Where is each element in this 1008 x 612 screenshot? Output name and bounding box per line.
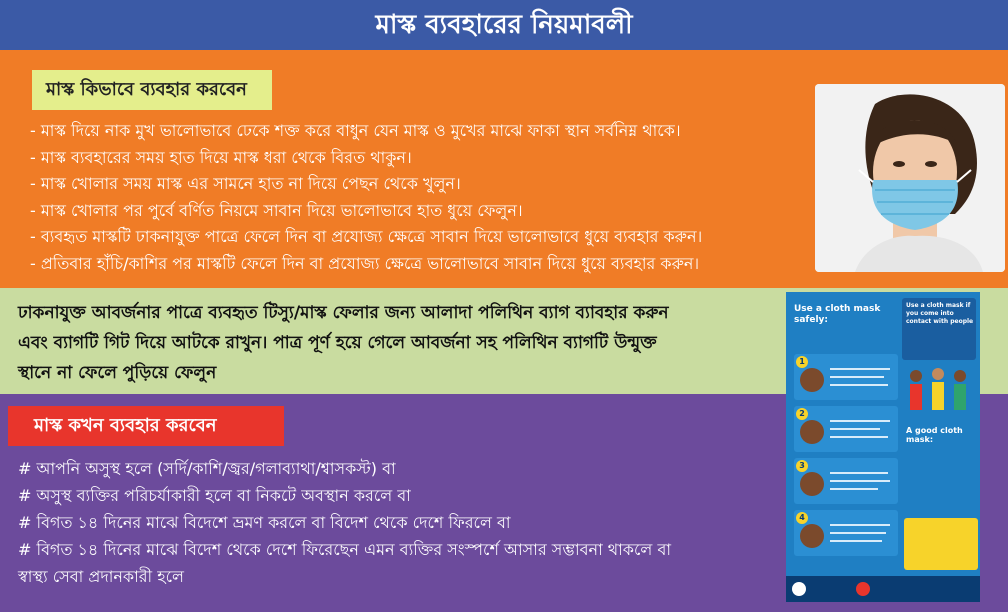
- poster-text-line: [830, 376, 884, 378]
- poster-step: [794, 406, 898, 452]
- how-to-use-label: মাস্ক কিভাবে ব্যবহার করবেন: [32, 70, 272, 110]
- person-icon: [800, 524, 824, 548]
- how-to-use-item: - মাস্ক ব্যবহারের সময় হাত দিয়ে মাস্ক ধরা থেকে বিরত থাকুন।: [30, 147, 412, 167]
- poster-contact-heading: Use a cloth mask if you come into contact with people: [906, 302, 974, 325]
- page-title: মাস্ক ব্যবহারের নিয়মাবলী: [375, 10, 633, 40]
- when-to-use-item: # আপনি অসুস্থ হলে (সর্দি/কাশি/জ্বর/গলাব্যাথা/শ্বাসকস্ট) বা: [18, 459, 396, 478]
- poster-text-line: [830, 436, 888, 438]
- how-to-use-item: - মাস্ক দিয়ে নাক মুখ ভালোভাবে ঢেকে শক্ত করে বাধুন যেন মাস্ক ও মুখের মাঝে ফাকা স্থান সর্বনিম্ন থাকে।: [30, 121, 681, 140]
- person-icon: [800, 472, 824, 496]
- how-to-use-item: - মাস্ক খোলার সময় মাস্ক এর সামনে হাত না দিয়ে পেছন থেকে খুলুন।: [30, 174, 461, 193]
- poster-step: [794, 354, 898, 400]
- when-to-use-list: [18, 455, 788, 590]
- poster-text-line: [830, 420, 890, 422]
- stop-sign-icon: [856, 582, 870, 596]
- person-icon: [800, 420, 824, 444]
- when-to-use-item: # অসুস্থ ব্যক্তির পরিচর্যাকারী হলে বা নিকটে অবস্থান করলে বা: [18, 486, 411, 505]
- disposal-line: এবং ব্যাগটি গিট দিয়ে আটকে রাখুন। পাত্র পূর্ণ হয়ে গেলে আবর্জনা সহ পলিথিন ব্যাগটি উন্মুক্ত: [18, 333, 657, 353]
- poster-text-line: [830, 368, 890, 370]
- poster-heading: Use a cloth mask safely:: [794, 304, 881, 325]
- when-to-use-item: # বিগত ১৪ দিনের মাঝে বিদেশ থেকে দেশে ফিরেছেন এমন ব্যক্তির সংস্পর্শে আসার সম্ভাবনা থাকলে বা: [18, 540, 671, 559]
- poster-step: [794, 510, 898, 556]
- people-group-icon: [902, 364, 976, 424]
- masked-woman-illustration: [815, 84, 1005, 272]
- poster-text-line: [830, 428, 880, 430]
- how-to-use-item: - প্রতিবার হাঁচি/কাশির পর মাস্কটি ফেলে দিন বা প্রযোজ্য ক্ষেত্রে ভালোভাবে সাবান দিয়ে ধুয়ে ব্যবহার করুন।: [30, 253, 700, 273]
- when-to-use-item: স্বাস্থ্য সেবা প্রদানকারী হলে: [18, 567, 184, 586]
- masked-woman-photo: [815, 84, 1005, 272]
- disposal-text: [18, 298, 778, 388]
- poster-step: [794, 458, 898, 504]
- when-to-use-item: # বিগত ১৪ দিনের মাঝে বিদেশে ভ্রমণ করলে বা বিদেশ থেকে দেশে ফিরলে বা: [18, 513, 511, 532]
- poster-good-mask-heading: A good cloth mask:: [906, 426, 963, 444]
- poster-text-line: [830, 532, 886, 534]
- how-to-use-item: - মাস্ক খোলার পর পুর্বে বর্ণিত নিয়মে সাবান দিয়ে ভালোভাবে হাত ধুয়ে ফেলুন।: [30, 200, 523, 220]
- poster-text-line: [830, 472, 888, 474]
- poster-text-line: [830, 384, 888, 386]
- how-to-use-item: - ব্যবহৃত মাস্কটি ঢাকনাযুক্ত পাত্রে ফেলে দিন বা প্রযোজ্য ক্ষেত্রে সাবান দিয়ে ভালোভাবে ধুয়ে ব্যবহার করুন।: [30, 227, 703, 246]
- poster-text-line: [830, 488, 878, 490]
- title-band: [0, 0, 1008, 50]
- cloth-mask-poster: [786, 292, 980, 602]
- poster-step-number: 2: [796, 408, 808, 420]
- poster-footer: [786, 576, 980, 602]
- poster-step-number: 3: [796, 460, 808, 472]
- when-to-use-label: মাস্ক কখন ব্যবহার করবেন: [8, 406, 284, 446]
- government-logo-icon: [792, 582, 806, 596]
- poster-step-number: 4: [796, 512, 808, 524]
- disposal-line: স্থানে না ফেলে পুড়িয়ে ফেলুন: [18, 363, 217, 383]
- poster-text-line: [830, 524, 890, 526]
- person-icon: [800, 368, 824, 392]
- disposal-line: ঢাকনাযুক্ত আবর্জনার পাত্রে ব্যবহৃত টিস্যু/মাস্ক ফেলার জন্য আলাদা পলিথিন ব্যাগ ব্যাবহার করুন: [18, 303, 669, 323]
- poster-text-line: [830, 540, 882, 542]
- poster-text-line: [830, 480, 890, 482]
- poster-warning-box: [904, 518, 978, 570]
- how-to-use-list: [30, 118, 820, 277]
- poster-step-number: 1: [796, 356, 808, 368]
